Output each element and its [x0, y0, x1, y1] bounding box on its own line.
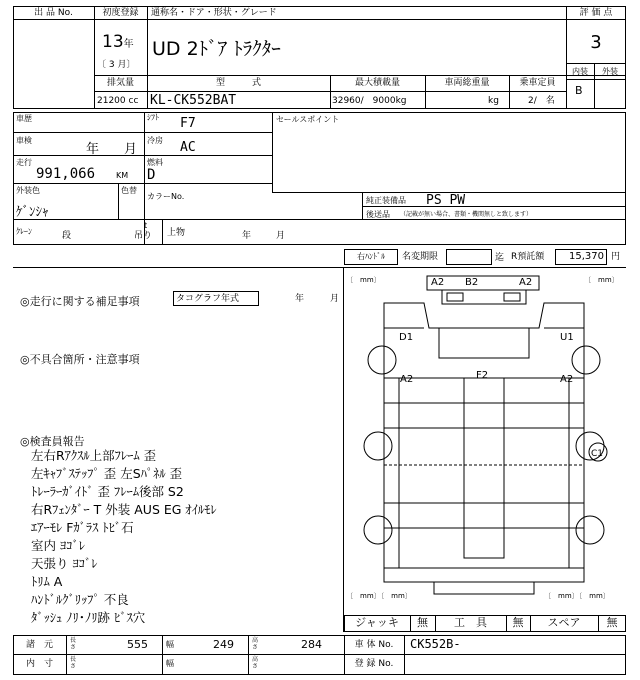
reg-year-unit: 年 — [123, 39, 134, 50]
gross-weight-unit: kg — [488, 96, 499, 106]
history-label: 車歴 — [16, 114, 32, 123]
crane-lift-t: t — [144, 221, 148, 230]
upper-year: 年 — [242, 231, 252, 241]
mileage-value: 991,066 — [36, 166, 96, 182]
upper-label: 上物 — [167, 228, 186, 238]
damage-mark: B2 — [465, 277, 479, 288]
divider — [13, 132, 272, 133]
report-line: 右Rﾌｪﾝﾀﾞｰ T 外装 AUS EG ｵｲﾙﾓﾚ — [31, 502, 217, 517]
model-label: 型 式 — [215, 78, 261, 88]
tachograph-month: 月 — [330, 294, 340, 304]
crane-stage: 段 — [62, 231, 72, 241]
header-box — [13, 6, 626, 109]
reg-label: 登 録 No. — [354, 659, 394, 669]
report-line: 室内 ﾖｺﾞﾚ — [31, 538, 85, 553]
report-line: 左ｷｬﾌﾞｽﾃｯﾌﾟ 歪 左Sﾊﾟﾈﾙ 歪 — [31, 466, 183, 481]
inspection-year: 年 — [86, 142, 100, 157]
inspection-label: 車検 — [16, 136, 32, 145]
svg-text:〔 mm〕〔 mm〕: 〔 mm〕〔 mm〕 — [544, 592, 610, 600]
height-value: 284 — [301, 638, 322, 651]
interior-score: B — [575, 84, 583, 97]
divider — [13, 219, 626, 220]
divider — [162, 219, 163, 245]
crane-label: ｸﾚｰﾝ — [16, 227, 32, 236]
color-code-label: 色替 — [121, 186, 137, 195]
tools-value: 無 — [512, 616, 524, 629]
jack-value: 無 — [417, 616, 428, 629]
length-label-inner: 長さ — [70, 656, 77, 670]
damage-mark: D1 — [399, 332, 414, 343]
tools-label: 工 具 — [454, 616, 487, 629]
divider — [147, 6, 148, 109]
vehicle-name: UD 2ﾄﾞｱ ﾄﾗｸﾀｰ — [152, 38, 281, 60]
exterior-label: 外装 — [602, 67, 618, 76]
name-change-label: 名変期限 — [402, 252, 439, 262]
displacement-value: 21200 cc — [97, 96, 139, 106]
damage-mark: A2 — [519, 277, 533, 288]
capacity-label: 乗車定員 — [519, 78, 556, 88]
defects-label: ◎不具合箇所・注意事項 — [20, 353, 140, 366]
displacement-label: 排気量 — [106, 78, 134, 88]
deposit-label: R預託額 — [511, 252, 545, 262]
running-label: ◎走行に関する補足事項 — [20, 295, 140, 308]
spare-label: スペア — [547, 616, 581, 629]
damage-mark: F2 — [476, 370, 489, 381]
first-reg-label: 初度登録 — [102, 8, 139, 18]
color-label: 外装色 — [16, 186, 40, 195]
divider — [118, 183, 119, 219]
reg-year — [102, 32, 134, 55]
capacity-value: 2/ 名 — [528, 96, 555, 106]
ac-value: AC — [180, 140, 196, 155]
damage-mark: A2 — [400, 374, 414, 385]
fuel-value: D — [147, 167, 156, 183]
height-label: 高さ — [252, 637, 259, 651]
interior-label: 内装 — [572, 67, 588, 76]
deposit-value: 15,370 — [569, 251, 604, 262]
divider — [404, 635, 405, 675]
truck-damage-diagram — [344, 268, 626, 613]
chassis-label: 車 体 No. — [354, 640, 394, 650]
color-value: ｹﾞﾝｼｬ — [16, 205, 49, 220]
steering-value: 右ﾊﾝﾄﾞﾙ — [357, 252, 385, 261]
divider — [66, 635, 67, 675]
max-load-value: 32960/ 9000kg — [332, 96, 407, 106]
inspector-label: ◎検査員報告 — [20, 435, 85, 448]
inner-label: 内 寸 — [25, 659, 53, 669]
max-load-label: 最大積載量 — [354, 78, 400, 88]
jack-label: ジャッキ — [355, 616, 399, 629]
name-label: 通称名・ドア・形状・グレード — [151, 8, 277, 18]
name-change-unit: 迄 — [495, 253, 505, 263]
name-change-box — [446, 249, 492, 265]
divider — [94, 6, 95, 109]
mileage-unit: KM — [116, 171, 129, 180]
report-line: 天張り ﾖｺﾞﾚ — [31, 556, 98, 571]
divider — [272, 112, 273, 192]
mileage-label: 走行 — [16, 158, 32, 167]
length-value: 555 — [127, 638, 148, 651]
sales-point-label: セールスポイント — [276, 115, 340, 124]
damage-mark: C1 — [591, 449, 604, 459]
report-line: ｴｱｰﾓﾚ Fｶﾞﾗｽ ﾄﾋﾞ石 — [31, 520, 134, 535]
divider — [566, 79, 626, 80]
score: 3 — [590, 32, 602, 53]
grade-label: 評 価 点 — [579, 8, 613, 18]
shift-value: F7 — [180, 116, 196, 131]
divider — [13, 183, 272, 184]
upper-month: 月 — [276, 231, 286, 241]
post-items-note: （記載が無い場合、書類・機関無しと致します） — [400, 211, 533, 218]
width-label: 幅 — [166, 640, 174, 649]
lot-no-label: 出 品 No. — [34, 8, 73, 18]
reg-month: 〔 3 月〕 — [97, 60, 136, 70]
fuel-label: 燃料 — [147, 158, 163, 167]
chassis-value: CK552B- — [410, 637, 461, 651]
inspector-report — [31, 447, 336, 627]
svg-text:〔 mm〕〔 mm〕: 〔 mm〕〔 mm〕 — [346, 592, 412, 600]
divider — [94, 75, 626, 76]
equipment-value: PS PW — [426, 193, 466, 208]
inspection-month: 月 — [124, 142, 138, 157]
tachograph-year: 年 — [295, 294, 305, 304]
divider — [248, 635, 249, 675]
divider — [13, 654, 626, 655]
crane-lift: 吊り — [134, 231, 153, 241]
damage-mark: U1 — [560, 332, 574, 343]
height-label-inner: 高さ — [252, 656, 259, 670]
equipment-label: 純正装備品 — [366, 196, 406, 205]
model-value: KL-CK552BAT — [150, 93, 237, 108]
report-line: ﾄﾚｰﾗｰｶﾞｲﾄﾞ 歪 ﾌﾚｰﾑ後部 S2 — [31, 484, 184, 499]
length-label: 長さ — [70, 637, 77, 651]
deposit-unit: 円 — [611, 252, 621, 262]
post-items-label: 後送品 — [366, 210, 390, 219]
damage-mark: A2 — [431, 277, 445, 288]
outer-label: 諸 元 — [25, 640, 53, 650]
divider — [566, 6, 567, 109]
report-line: ﾄﾘﾑ A — [31, 574, 63, 589]
width-value: 249 — [213, 638, 234, 651]
ac-label: 冷房 — [147, 136, 163, 145]
width-label-inner: 幅 — [166, 659, 174, 668]
report-line: ﾊﾝﾄﾞﾙｸﾞﾘｯﾌﾟ 不良 — [31, 592, 129, 607]
reg-year-value: 13 — [102, 32, 124, 52]
report-line: 左右Rｱｸｽﾙ上部ﾌﾚｰﾑ 歪 — [31, 448, 157, 463]
svg-text:〔 mm〕: 〔 mm〕 — [346, 276, 381, 284]
damage-mark: A2 — [560, 374, 574, 385]
divider — [162, 635, 163, 675]
tachograph-label: タコグラフ年式 — [176, 294, 240, 304]
shift-label: ｼﾌﾄ — [147, 113, 159, 122]
spare-value: 無 — [606, 616, 618, 629]
color-no-label: カラーNo. — [147, 192, 185, 201]
report-line: ﾀﾞｯｼｭ ﾉﾘ･ﾉﾘ跡 ﾋﾞｽ穴 — [31, 610, 146, 625]
gross-weight-label: 車両総重量 — [444, 78, 490, 88]
svg-text:〔 mm〕: 〔 mm〕 — [584, 276, 619, 284]
divider — [566, 63, 626, 64]
divider — [13, 155, 272, 156]
divider — [362, 206, 626, 207]
